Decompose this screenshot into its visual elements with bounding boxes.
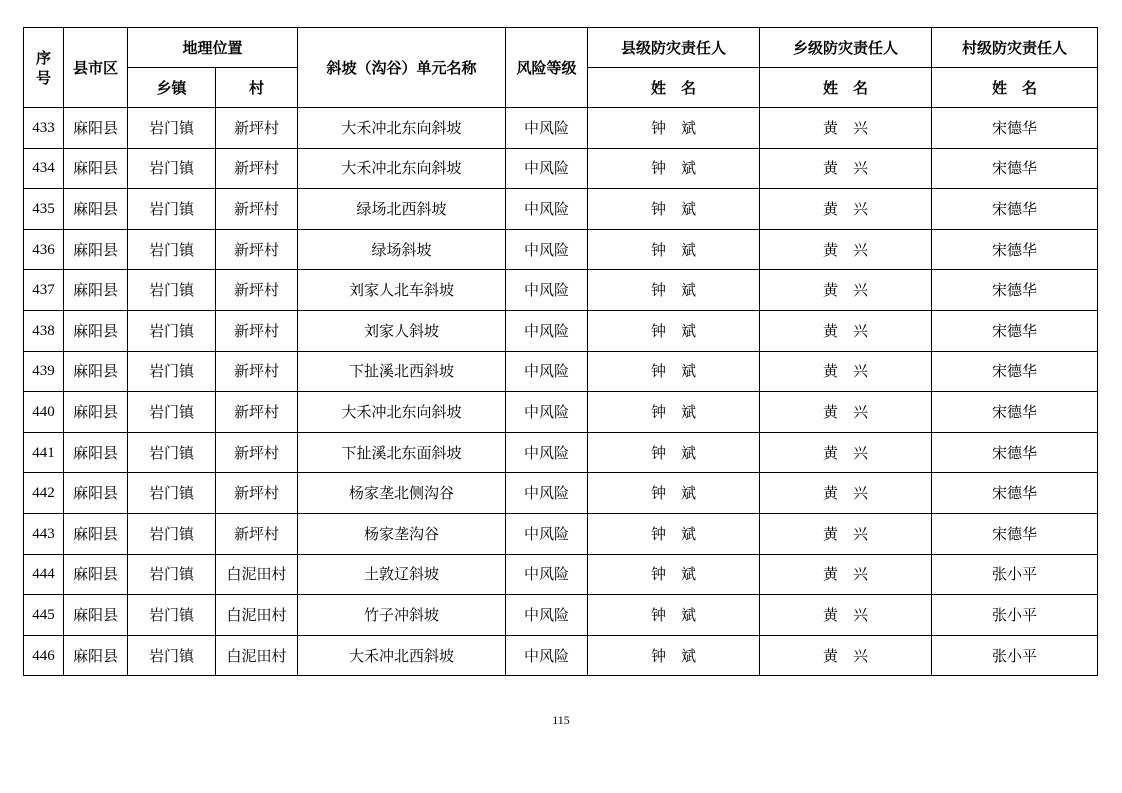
risk-cell: 中风险: [506, 108, 588, 149]
seq-cell: 436: [24, 229, 64, 270]
village-cell: 新坪村: [216, 148, 298, 189]
risk-cell: 中风险: [506, 270, 588, 311]
village-person-cell: 宋德华: [932, 351, 1098, 392]
header-village-name: 姓 名: [932, 68, 1098, 108]
village-cell: 新坪村: [216, 513, 298, 554]
county-person-cell: 钟 斌: [588, 189, 760, 230]
slope-name-cell: 竹子冲斜坡: [298, 595, 506, 636]
village-cell: 新坪村: [216, 108, 298, 149]
table-row: [24, 270, 1098, 311]
seq-cell: 438: [24, 310, 64, 351]
county-person-cell: 钟 斌: [588, 513, 760, 554]
county-person-cell: 钟 斌: [588, 270, 760, 311]
risk-cell: 中风险: [506, 351, 588, 392]
table-row: [24, 148, 1098, 189]
village-cell: 白泥田村: [216, 595, 298, 636]
village-cell: 新坪村: [216, 392, 298, 433]
slope-name-cell: 绿场斜坡: [298, 229, 506, 270]
village-person-cell: 宋德华: [932, 189, 1098, 230]
village-person-cell: 张小平: [932, 595, 1098, 636]
town-person-cell: 黄 兴: [760, 473, 932, 514]
header-seq-label: 序号: [35, 48, 51, 87]
county-cell: 麻阳县: [64, 148, 128, 189]
header-village: 村: [216, 68, 298, 108]
table-row: [24, 310, 1098, 351]
town-cell: 岩门镇: [128, 351, 216, 392]
seq-cell: 443: [24, 513, 64, 554]
header-town: 乡镇: [128, 68, 216, 108]
slope-name-cell: 大禾冲北东向斜坡: [298, 392, 506, 433]
slope-name-cell: 绿场北西斜坡: [298, 189, 506, 230]
county-person-cell: 钟 斌: [588, 473, 760, 514]
county-person-cell: 钟 斌: [588, 635, 760, 676]
seq-cell: 435: [24, 189, 64, 230]
county-cell: 麻阳县: [64, 473, 128, 514]
village-person-cell: 宋德华: [932, 229, 1098, 270]
town-cell: 岩门镇: [128, 554, 216, 595]
table-row: [24, 595, 1098, 636]
table-row: [24, 513, 1098, 554]
village-person-cell: 宋德华: [932, 270, 1098, 311]
county-person-cell: 钟 斌: [588, 229, 760, 270]
town-person-cell: 黄 兴: [760, 432, 932, 473]
town-person-cell: 黄 兴: [760, 351, 932, 392]
slope-name-cell: 土敦辽斜坡: [298, 554, 506, 595]
table-row: [24, 229, 1098, 270]
village-person-cell: 张小平: [932, 554, 1098, 595]
header-village-resp: 村级防灾责任人: [932, 28, 1098, 68]
table-body: [24, 108, 1098, 676]
slope-name-cell: 刘家人斜坡: [298, 310, 506, 351]
county-person-cell: 钟 斌: [588, 148, 760, 189]
county-cell: 麻阳县: [64, 635, 128, 676]
header-town-resp: 乡级防灾责任人: [760, 28, 932, 68]
village-person-cell: 宋德华: [932, 473, 1098, 514]
slope-name-cell: 大禾冲北西斜坡: [298, 635, 506, 676]
village-cell: 新坪村: [216, 351, 298, 392]
table-row: [24, 392, 1098, 433]
town-cell: 岩门镇: [128, 108, 216, 149]
county-cell: 麻阳县: [64, 595, 128, 636]
risk-cell: 中风险: [506, 392, 588, 433]
village-cell: 新坪村: [216, 229, 298, 270]
header-town-name: 姓 名: [760, 68, 932, 108]
county-cell: 麻阳县: [64, 310, 128, 351]
seq-cell: 439: [24, 351, 64, 392]
village-cell: 新坪村: [216, 270, 298, 311]
village-cell: 新坪村: [216, 310, 298, 351]
town-cell: 岩门镇: [128, 148, 216, 189]
town-person-cell: 黄 兴: [760, 513, 932, 554]
county-cell: 麻阳县: [64, 351, 128, 392]
seq-cell: 441: [24, 432, 64, 473]
table-row: [24, 635, 1098, 676]
town-cell: 岩门镇: [128, 392, 216, 433]
risk-cell: 中风险: [506, 513, 588, 554]
town-cell: 岩门镇: [128, 513, 216, 554]
seq-cell: 434: [24, 148, 64, 189]
town-cell: 岩门镇: [128, 595, 216, 636]
county-cell: 麻阳县: [64, 554, 128, 595]
header-risk: 风险等级: [506, 28, 588, 108]
table-row: [24, 108, 1098, 149]
county-cell: 麻阳县: [64, 108, 128, 149]
village-person-cell: 宋德华: [932, 392, 1098, 433]
slope-name-cell: 刘家人北车斜坡: [298, 270, 506, 311]
risk-cell: 中风险: [506, 229, 588, 270]
town-cell: 岩门镇: [128, 635, 216, 676]
table-row: [24, 554, 1098, 595]
header-geo: 地理位置: [128, 28, 298, 68]
county-cell: 麻阳县: [64, 189, 128, 230]
town-person-cell: 黄 兴: [760, 148, 932, 189]
village-cell: 白泥田村: [216, 635, 298, 676]
header-county: 县市区: [64, 28, 128, 108]
risk-cell: 中风险: [506, 148, 588, 189]
table-row: [24, 432, 1098, 473]
town-person-cell: 黄 兴: [760, 229, 932, 270]
slope-name-cell: 大禾冲北东向斜坡: [298, 148, 506, 189]
slope-name-cell: 下扯溪北东面斜坡: [298, 432, 506, 473]
header-county-name: 姓 名: [588, 68, 760, 108]
seq-cell: 445: [24, 595, 64, 636]
slope-name-cell: 杨家垄北侧沟谷: [298, 473, 506, 514]
risk-cell: 中风险: [506, 189, 588, 230]
risk-cell: 中风险: [506, 310, 588, 351]
risk-cell: 中风险: [506, 473, 588, 514]
county-person-cell: 钟 斌: [588, 432, 760, 473]
town-person-cell: 黄 兴: [760, 392, 932, 433]
town-person-cell: 黄 兴: [760, 635, 932, 676]
village-cell: 新坪村: [216, 189, 298, 230]
county-cell: 麻阳县: [64, 270, 128, 311]
county-person-cell: 钟 斌: [588, 595, 760, 636]
seq-cell: 440: [24, 392, 64, 433]
header-county-resp: 县级防灾责任人: [588, 28, 760, 68]
town-cell: 岩门镇: [128, 473, 216, 514]
county-person-cell: 钟 斌: [588, 108, 760, 149]
county-person-cell: 钟 斌: [588, 554, 760, 595]
table-row: [24, 189, 1098, 230]
town-person-cell: 黄 兴: [760, 270, 932, 311]
village-cell: 新坪村: [216, 432, 298, 473]
town-cell: 岩门镇: [128, 229, 216, 270]
village-person-cell: 宋德华: [932, 148, 1098, 189]
town-cell: 岩门镇: [128, 189, 216, 230]
slope-name-cell: 大禾冲北东向斜坡: [298, 108, 506, 149]
town-person-cell: 黄 兴: [760, 310, 932, 351]
risk-cell: 中风险: [506, 635, 588, 676]
town-cell: 岩门镇: [128, 432, 216, 473]
village-person-cell: 宋德华: [932, 310, 1098, 351]
header-seq: [24, 28, 64, 108]
town-cell: 岩门镇: [128, 270, 216, 311]
table-row: [24, 473, 1098, 514]
town-person-cell: 黄 兴: [760, 189, 932, 230]
county-person-cell: 钟 斌: [588, 392, 760, 433]
town-person-cell: 黄 兴: [760, 595, 932, 636]
town-cell: 岩门镇: [128, 310, 216, 351]
seq-cell: 446: [24, 635, 64, 676]
seq-cell: 437: [24, 270, 64, 311]
town-person-cell: 黄 兴: [760, 554, 932, 595]
table-row: [24, 351, 1098, 392]
seq-cell: 433: [24, 108, 64, 149]
village-person-cell: 宋德华: [932, 432, 1098, 473]
slope-name-cell: 杨家垄沟谷: [298, 513, 506, 554]
page-number: 115: [552, 713, 570, 727]
disaster-responsibility-table: [23, 27, 1098, 676]
village-person-cell: 宋德华: [932, 513, 1098, 554]
seq-cell: 442: [24, 473, 64, 514]
risk-cell: 中风险: [506, 595, 588, 636]
county-cell: 麻阳县: [64, 513, 128, 554]
village-person-cell: 张小平: [932, 635, 1098, 676]
county-cell: 麻阳县: [64, 432, 128, 473]
seq-cell: 444: [24, 554, 64, 595]
village-cell: 新坪村: [216, 473, 298, 514]
county-cell: 麻阳县: [64, 229, 128, 270]
slope-name-cell: 下扯溪北西斜坡: [298, 351, 506, 392]
county-cell: 麻阳县: [64, 392, 128, 433]
town-person-cell: 黄 兴: [760, 108, 932, 149]
header-slope-name: 斜坡（沟谷）单元名称: [298, 28, 506, 108]
county-person-cell: 钟 斌: [588, 310, 760, 351]
header-row-1: [24, 28, 1098, 68]
county-person-cell: 钟 斌: [588, 351, 760, 392]
village-cell: 白泥田村: [216, 554, 298, 595]
risk-cell: 中风险: [506, 554, 588, 595]
village-person-cell: 宋德华: [932, 108, 1098, 149]
risk-cell: 中风险: [506, 432, 588, 473]
